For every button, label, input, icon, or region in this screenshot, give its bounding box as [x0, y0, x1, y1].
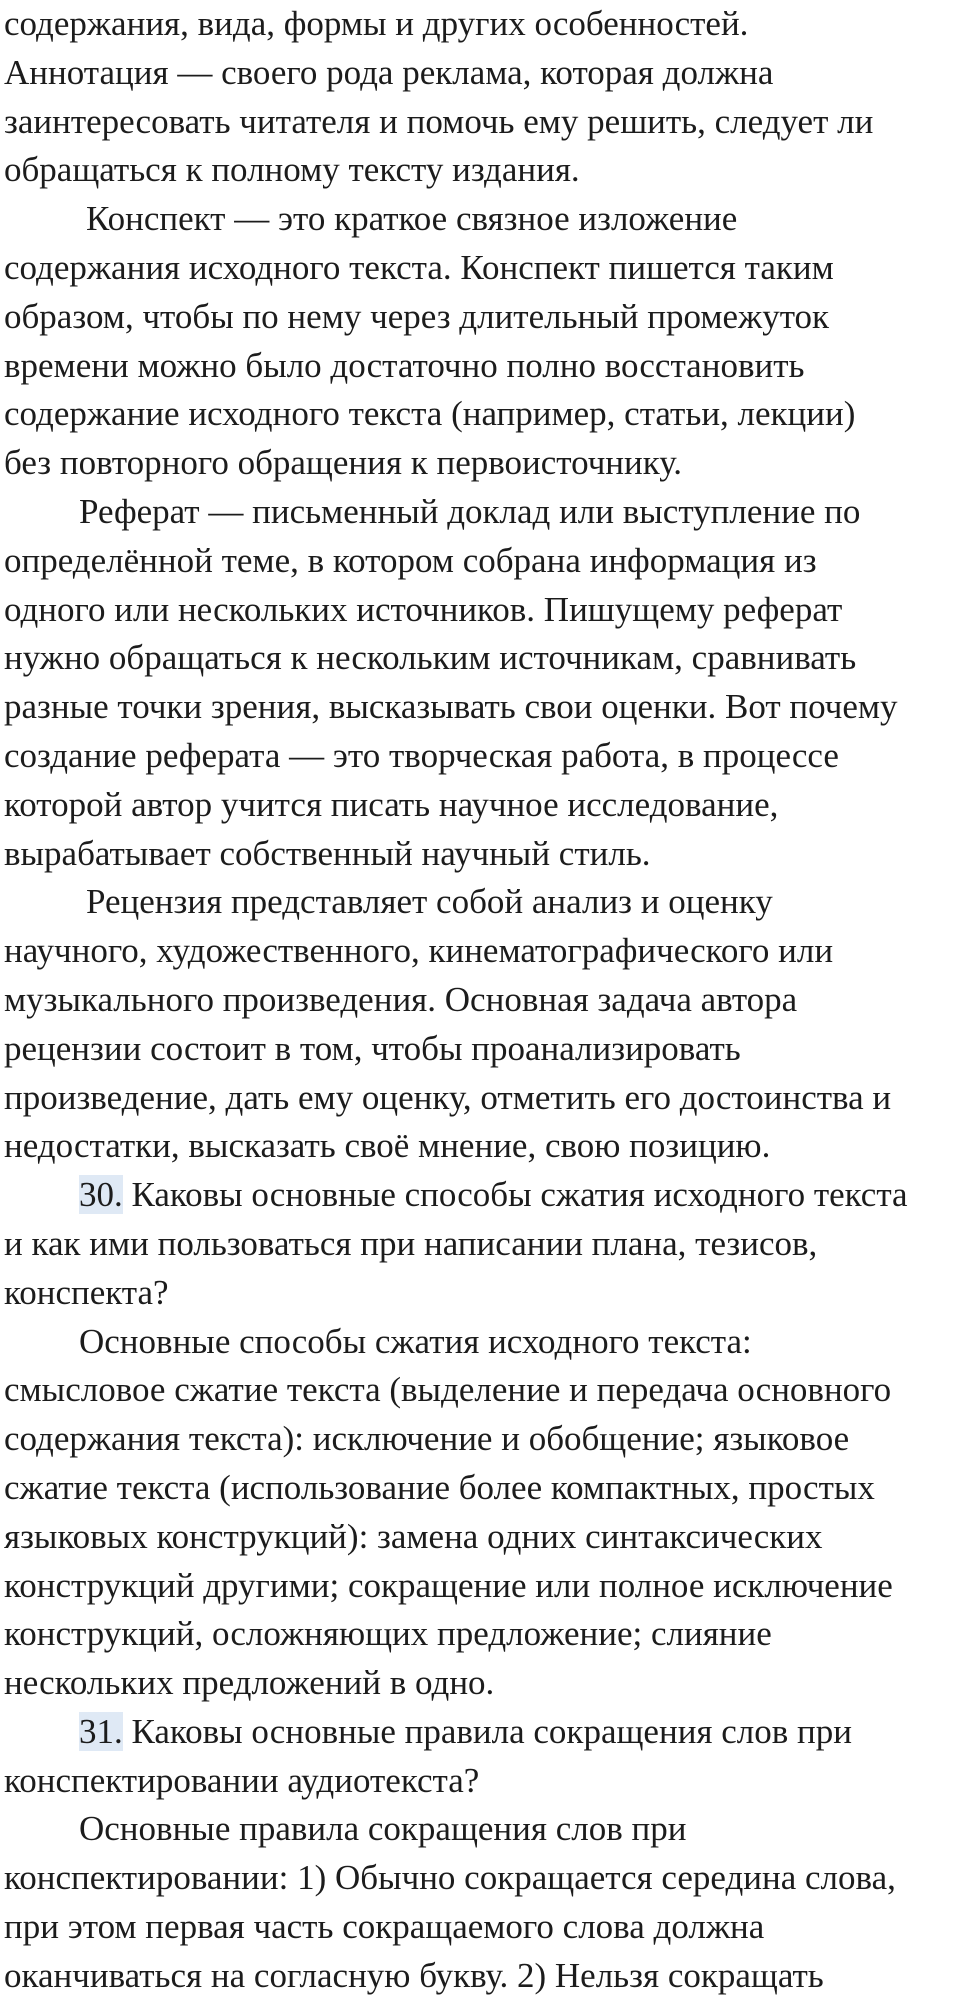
line-text: создание реферата — это творческая работа, в процессе: [4, 735, 839, 775]
text-line: [4, 1025, 960, 1074]
text-line: [4, 1415, 960, 1464]
line-text: Основные правила сокращения слов при: [79, 1809, 687, 1849]
text-line: [4, 781, 960, 830]
text-line: [4, 1562, 960, 1611]
text-line: [4, 244, 960, 293]
text-line: [4, 1805, 960, 1854]
text-line: [4, 98, 960, 147]
line-text: Конспект — это краткое связное изложение: [86, 199, 738, 239]
text-line: [4, 1318, 960, 1367]
question-number: 30.: [79, 1175, 123, 1215]
text-line: [4, 1464, 960, 1513]
text-line: [4, 195, 960, 244]
text-line: [4, 1171, 960, 1220]
line-text: конспектировании аудиотекста?: [4, 1760, 480, 1800]
line-text: содержания исходного текста. Конспект пишется таким: [4, 247, 834, 287]
line-text: Аннотация — своего рода реклама, которая должна: [4, 52, 774, 92]
text-line: [4, 1610, 960, 1659]
text-line: [4, 1269, 960, 1318]
line-text: конструкций другими; сокращение или полное исключение: [4, 1565, 893, 1605]
text-line: [4, 537, 960, 586]
line-text: вырабатывает собственный научный стиль.: [4, 833, 651, 873]
line-text: конспектировании: 1) Обычно сокращается середина слова,: [4, 1858, 896, 1898]
line-text: и как ими пользоваться при написании плана, тезисов,: [4, 1223, 818, 1263]
text-line: [4, 927, 960, 976]
text-line: [4, 1513, 960, 1562]
text-line: [4, 976, 960, 1025]
text-line: [4, 49, 960, 98]
line-text: Рецензия представляет собой анализ и оценку: [86, 882, 773, 922]
line-text: времени можно было достаточно полно восстановить: [4, 345, 805, 385]
line-text: оканчиваться на согласную букву. 2) Нельзя сокращать: [4, 1955, 824, 1995]
line-text: одного или нескольких источников. Пишущему реферат: [4, 589, 843, 629]
line-text: определённой теме, в котором собрана информация из: [4, 540, 817, 580]
line-text: Каковы основные способы сжатия исходного текста: [122, 1175, 908, 1215]
line-text: нужно обращаться к нескольким источникам, сравнивать: [4, 638, 857, 678]
text-line: [4, 1659, 960, 1708]
text-line: [4, 1757, 960, 1806]
text-line: [4, 634, 960, 683]
line-text: языковых конструкций): замена одних синтаксических: [4, 1516, 823, 1556]
text-line: [4, 1366, 960, 1415]
text-line: [4, 439, 960, 488]
line-text: образом, чтобы по нему через длительный промежуток: [4, 296, 830, 336]
line-text: которой автор учится писать научное исследование,: [4, 784, 779, 824]
line-text: без повторного обращения к первоисточнику.: [4, 443, 683, 483]
text-line: [4, 1708, 960, 1757]
text-line: [4, 683, 960, 732]
text-line: [4, 1952, 960, 2001]
text-line: [4, 1074, 960, 1123]
text-line: [4, 0, 960, 49]
line-text: разные точки зрения, высказывать свои оценки. Вот почему: [4, 687, 898, 727]
line-text: при этом первая часть сокращаемого слова должна: [4, 1907, 765, 1947]
question-number: 31.: [79, 1711, 123, 1751]
line-text: обращаться к полному тексту издания.: [4, 150, 580, 190]
text-line: [4, 146, 960, 195]
line-text: смысловое сжатие текста (выделение и передача основного: [4, 1370, 892, 1410]
text-line: [4, 342, 960, 391]
text-line: [4, 830, 960, 879]
text-line: [4, 1854, 960, 1903]
text-line: [4, 1220, 960, 1269]
line-text: произведение, дать ему оценку, отметить его достоинства и: [4, 1077, 892, 1117]
line-text: недостатки, высказать своё мнение, свою позицию.: [4, 1126, 771, 1166]
text-line: [4, 732, 960, 781]
text-line: [4, 293, 960, 342]
line-text: Реферат — письменный доклад или выступление по: [79, 491, 861, 531]
line-text: Основные способы сжатия исходного текста:: [79, 1321, 752, 1361]
line-text: Каковы основные правила сокращения слов при: [122, 1711, 853, 1751]
line-text: содержания, вида, формы и других особенностей.: [4, 4, 749, 43]
line-text: содержания текста): исключение и обобщение; языковое: [4, 1419, 850, 1459]
text-line: [4, 586, 960, 635]
text-line: [4, 1122, 960, 1171]
line-text: нескольких предложений в одно.: [4, 1663, 495, 1703]
line-text: рецензии состоит в том, чтобы проанализировать: [4, 1028, 741, 1068]
line-text: музыкального произведения. Основная задача автора: [4, 979, 798, 1019]
line-text: конспекта?: [4, 1272, 169, 1312]
line-text: заинтересовать читателя и помочь ему решить, следует ли: [4, 101, 874, 141]
text-line: [4, 488, 960, 537]
text-line: [4, 878, 960, 927]
line-text: сжатие текста (использование более компактных, простых: [4, 1467, 875, 1507]
line-text: научного, художественного, кинематографического или: [4, 931, 834, 971]
line-text: содержание исходного текста (например, статьи, лекции): [4, 394, 856, 434]
text-line: [4, 390, 960, 439]
text-line: [4, 1903, 960, 1952]
line-text: конструкций, осложняющих предложение; слияние: [4, 1614, 772, 1654]
